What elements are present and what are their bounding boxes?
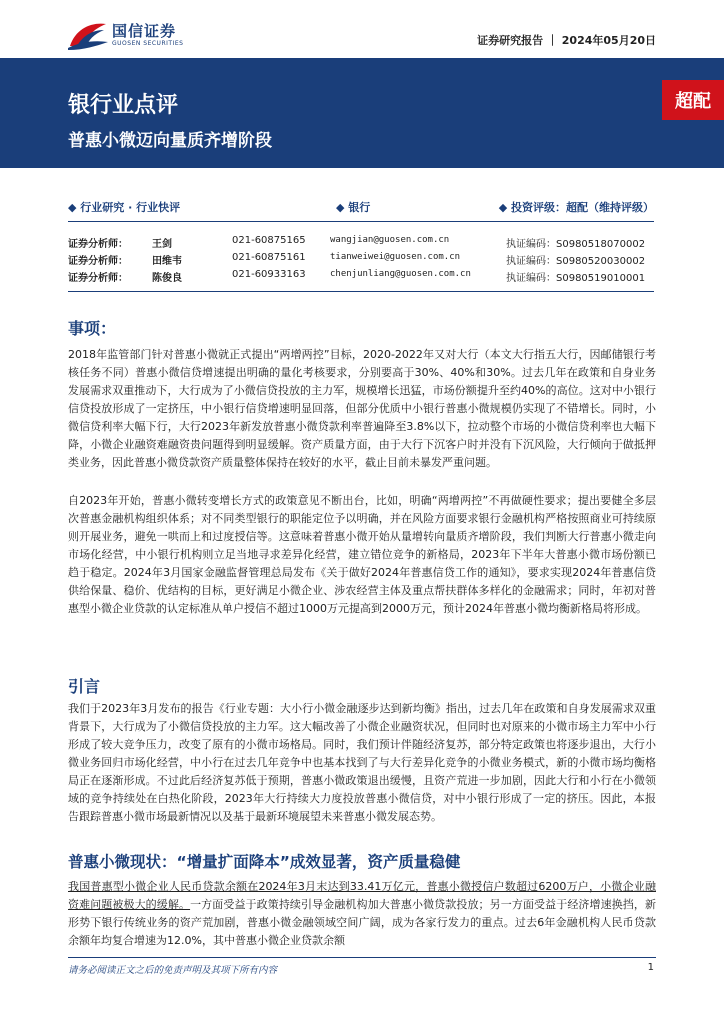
report-subtitle: 普惠小微迈向量质齐增阶段 [68, 131, 272, 151]
analyst-cert: 执证编码：S0980518070002 [506, 239, 646, 250]
analyst-row [68, 235, 668, 252]
section-heading-status: 普惠小微现状：“增量扩面降本”成效显著，资产质量稳健 [68, 853, 461, 871]
analyst-divider [68, 291, 654, 292]
analyst-email: tianweiwei@guosen.com.cn [330, 252, 461, 262]
analyst-email: wangjian@guosen.com.cn [330, 235, 450, 245]
footer-divider [68, 957, 656, 958]
events-paragraph-2: 自2023年开始，普惠小微转变增长方式的政策意见不断出台，比如，明确“两增两控”不再做硬性要求；提出要健全多层次普惠金融机构组织体系；对不同类型银行的职能定位予以明确，并在风险方面要求银行金融机构严格按照商业可持续原则开展业务，避免一哄而上和过度授信等。这意味着普惠小微开始从量增转向量质齐增阶段，我们判断大行普惠小微走向市场化经营，中小银行机构则立足当地寻求差异化经营，建立错位竞争的新格局，2023年下半年大普惠小微市场份额已趋于稳定。2024年3月国家金融监督管理总局发布《关于做好2024年普惠信贷工作的通知》，要求实现2024年普惠信贷供给保量、稳价、优结构的目标，更好满足小微企业、涉农经营主体及重点帮扶群体多样化的金融需求；同时，年初对普惠型小微企业贷款的认定标准从单户授信不超过1000万元提高到2000万元，预计2024年普惠小微均衡新格局将形成。 [68, 494, 656, 615]
analyst-cert: 执证编码：S0980519010001 [506, 273, 646, 284]
investment-rating: ◆ 投资评级：超配（维持评级） [498, 201, 654, 214]
analyst-name: 田维韦 [152, 256, 182, 267]
analyst-phone: 021-60933163 [232, 269, 306, 280]
status-body: 一方面受益于政策持续引导金融机构加大普惠小微贷款投放；另一方面受益于经济增速换挡，新形势下银行传统业务的资产荒加剧，普惠小微金融领域空间广阔，成为各家行发力的重点。过去6年金融机构人民币贷款余额年均复合增速为12.0%，其中普惠小微企业贷款余额 [68, 898, 657, 947]
rating-badge: 超配 [662, 80, 724, 120]
analyst-name: 陈俊良 [152, 273, 182, 284]
analyst-table [68, 235, 668, 286]
analyst-role: 证券分析师： [68, 273, 128, 284]
analyst-row [68, 252, 668, 269]
logo-english-name: GUOSEN SECURITIES [112, 40, 184, 47]
analyst-cert: 执证编码：S0980520030002 [506, 256, 646, 267]
report-category-title: 银行业点评 [68, 93, 179, 118]
report-type-date: 证券研究报告 ｜ 2024年05月20日 [477, 34, 656, 47]
top-header [0, 0, 724, 58]
research-type: ◆ 行业研究 · 行业快评 [68, 201, 181, 214]
industry-name: ◆ 银行 [336, 201, 371, 214]
status-paragraph [68, 878, 656, 950]
section-heading-intro: 引言 [68, 677, 101, 696]
title-banner [0, 58, 724, 168]
category-divider [68, 221, 654, 222]
logo-chinese-name: 国信证券 [112, 22, 177, 40]
guosen-logo-icon [66, 18, 110, 52]
page-number: 1 [647, 962, 654, 973]
analyst-phone: 021-60875165 [232, 235, 306, 246]
intro-paragraph: 我们于2023年3月发布的报告《行业专题：大小行小微金融逐步达到新均衡》指出，过去几年在政策和自身发展需求双重背景下，大行成为了小微信贷投放的主力军。这大幅改善了小微企业融资状况，但同时也对原来的小微市场主力军中小行形成了较大竞争压力，改变了原有的小微市场格局。同时，我们预计伴随经济复苏，部分特定政策也将逐步退出，大行小微业务回归市场化经营，中小行在过去几年竞争中也基本找到了与大行差异化竞争的小微业务模式，新的小微市场均衡格局正在逐渐形成。不过此后经济复苏低于预期，普惠小微政策退出缓慢，且资产荒进一步加剧，因此大行和小行在小微领域的竞争持续处在白热化阶段，2023年大行持续大力度投放普惠小微信贷，对中小银行形成了一定的挤压。因此，本报告跟踪普惠小微市场最新情况以及基于最新环境展望未来普惠小微发展态势。 [68, 702, 656, 823]
analyst-row [68, 269, 668, 286]
section-heading-events: 事项： [68, 319, 117, 338]
footer-disclaimer: 请务必阅读正文之后的免责声明及其项下所有内容 [68, 965, 278, 976]
category-line [68, 199, 654, 217]
analyst-role: 证券分析师： [68, 239, 128, 250]
events-paragraph-1: 2018年监管部门针对普惠小微就正式提出“两增两控”目标，2020-2022年又对大行（本文大行指五大行，因邮储银行考核任务不同）普惠小微信贷增速提出明确的量化考核要求，分别要高于30%、40%和30%。过去几年在政策和自身业务发展需求双重推动下，大行成为了小微信贷投放的主力军，规模增长迅猛，市场份额提升至约40%的高位。这对中小银行信贷投放形成了一定挤压，中小银行信贷增速明显回落，但部分优质中小银行普惠小微规模仍实现了不错增长。同时，小微信贷利率大幅下行，大行2023年新发放普惠小微贷款利率普遍降至3.8%以下，拉动整个市场的小微信贷利率也大幅下降，小微企业融资难融资贵问题得到明显缓解。资产质量方面，由于大行下沉客户时并没有下沉风险，大行倾向于做抵押类业务，因此普惠小微贷款资产质量整体保持在较好的水平，截止目前未暴发严重问题。 [68, 348, 656, 469]
analyst-role: 证券分析师： [68, 256, 128, 267]
analyst-phone: 021-60875161 [232, 252, 306, 263]
status-highlight: 我国普惠型小微企业人民币贷款余额在2024年3月末达到33.41万亿元，普惠小微授信户数超过6200万户，小微企业融资难问题被极大的缓解。 [68, 880, 656, 911]
company-logo [66, 18, 206, 52]
analyst-email: chenjunliang@guosen.com.cn [330, 269, 471, 279]
analyst-name: 王剑 [152, 239, 172, 250]
